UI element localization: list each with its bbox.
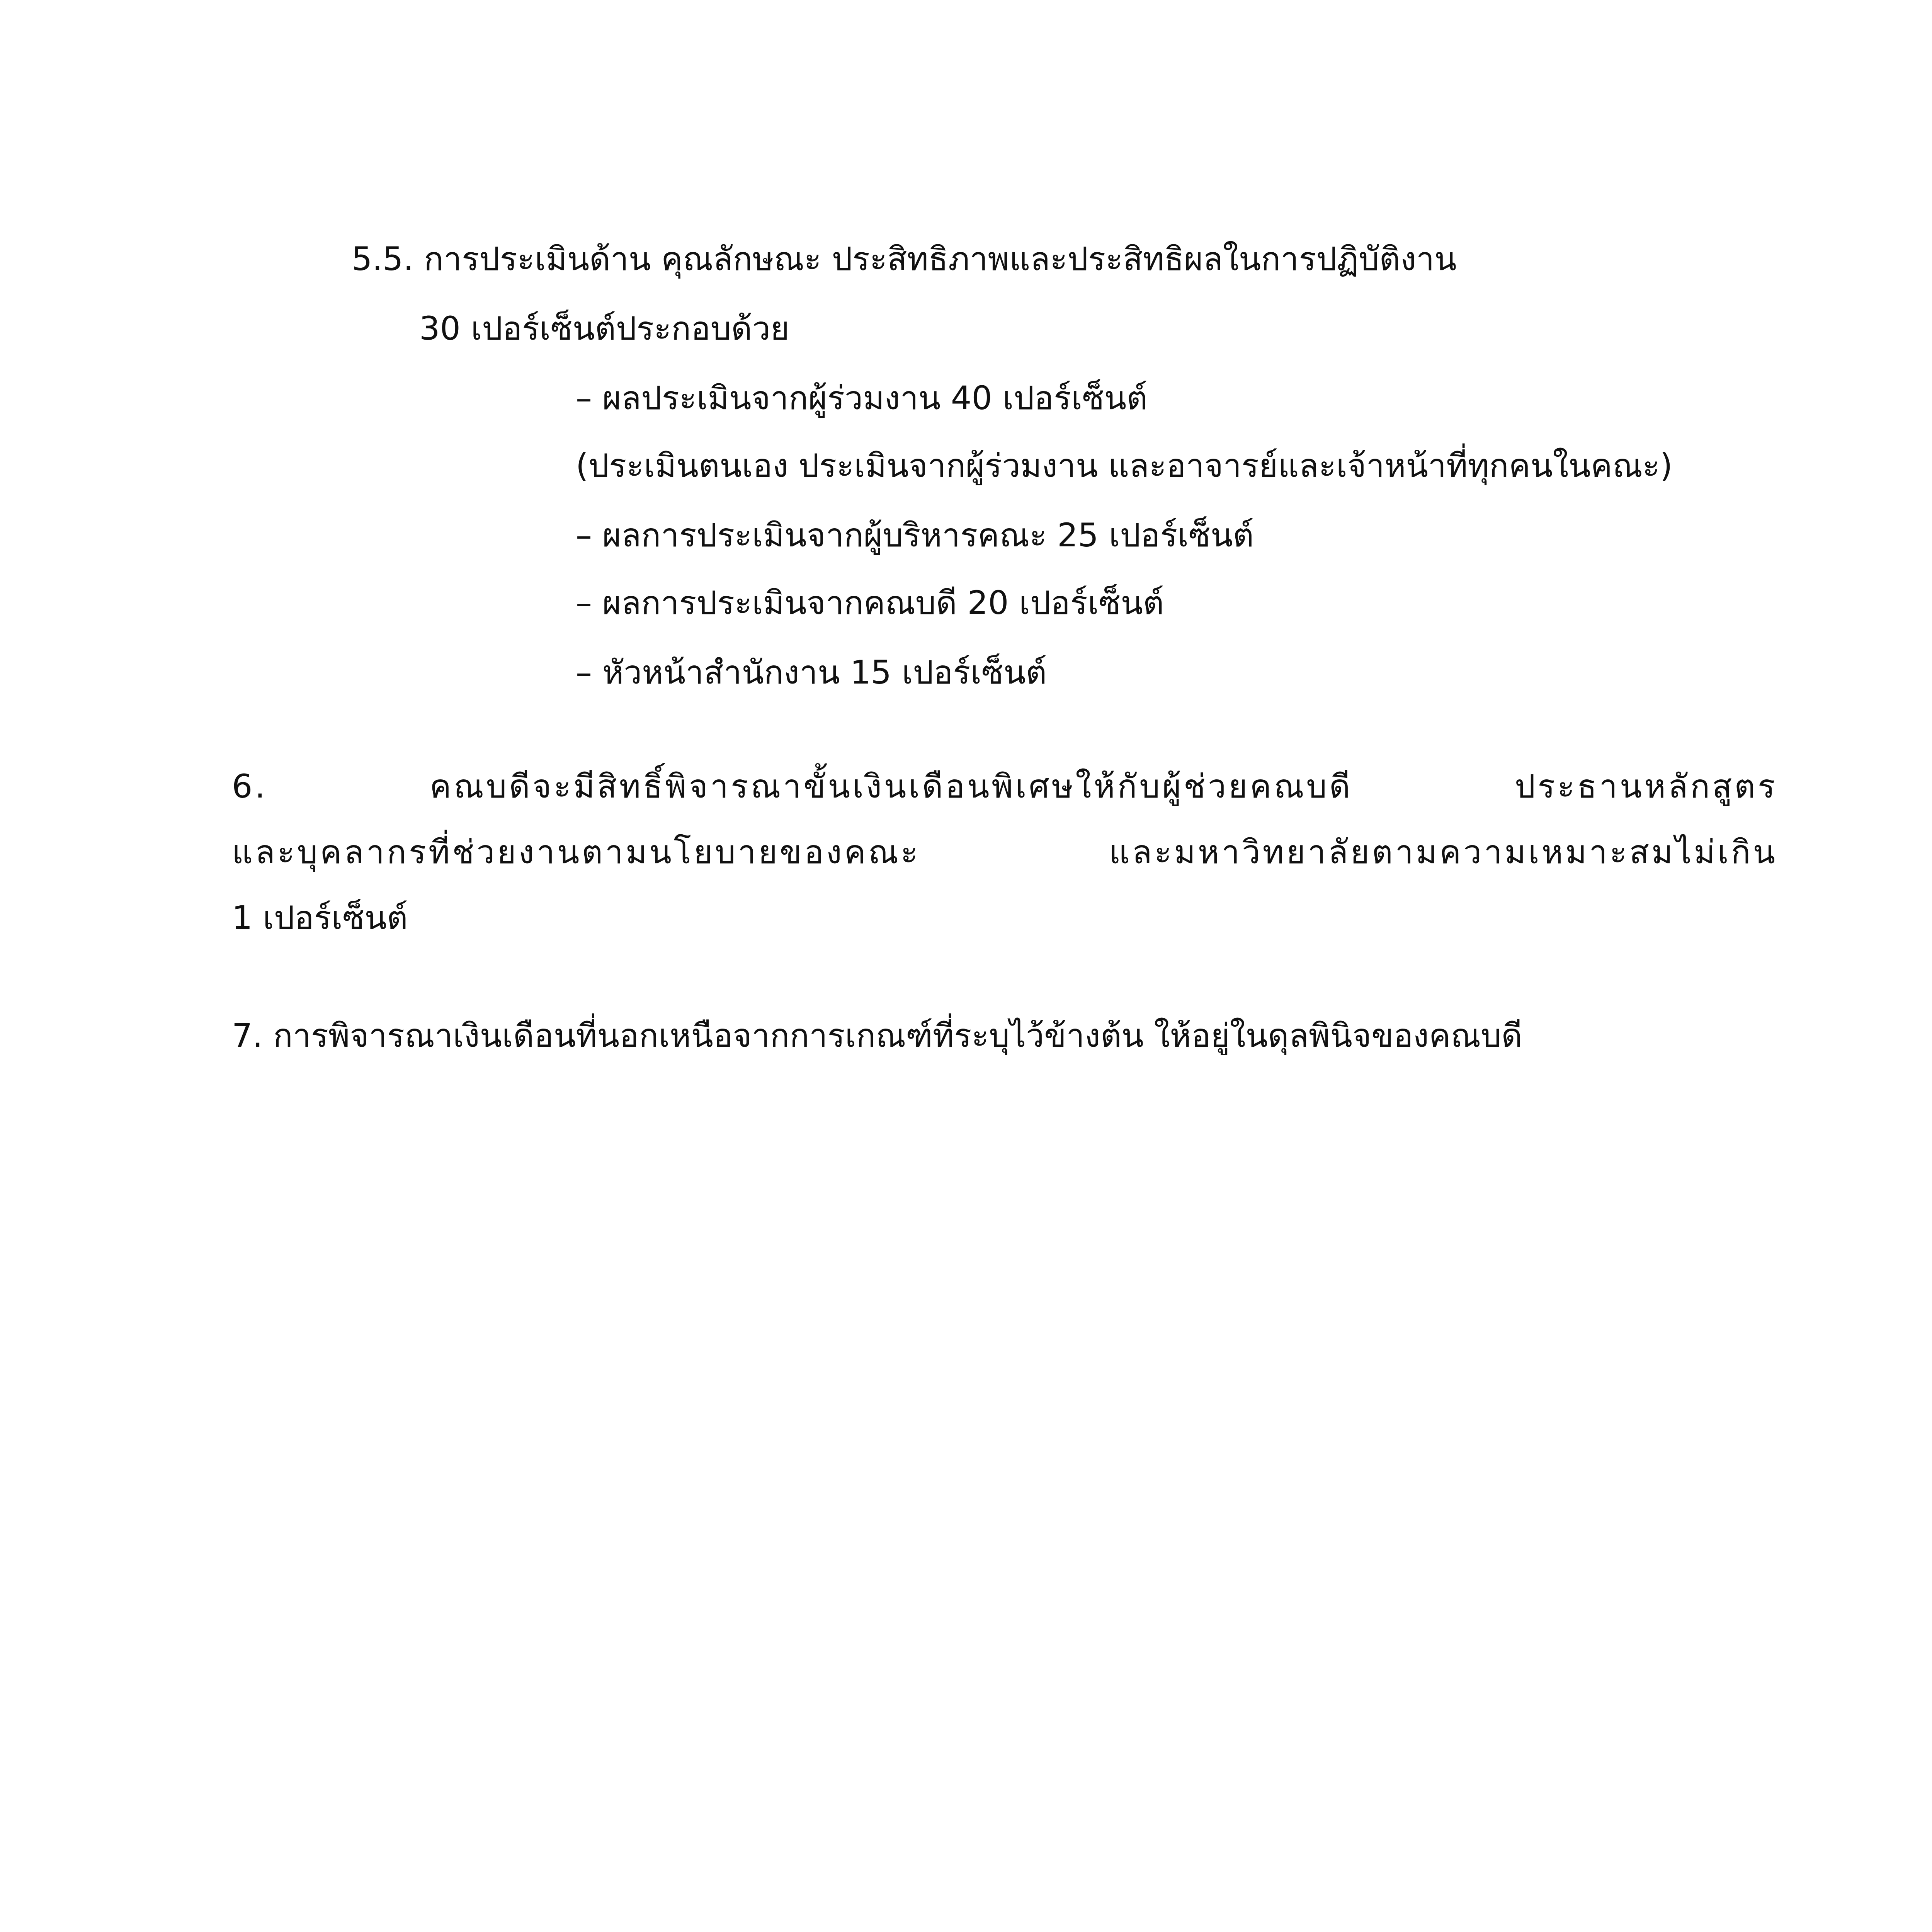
section-5-5-subheading: 30 เปอร์เซ็นต์ประกอบด้วย	[419, 310, 790, 347]
section-5-5-item: – ผลประเมินจากผู้ร่วมงาน 40 เปอร์เซ็นต์	[576, 379, 1148, 417]
section-6-line: และบุคลากรที่ช่วยงานตามนโยบายของคณะ และมหาวิทยาลัยตามความเหมาะสมไม่เกิน	[232, 833, 1777, 871]
section-6-paragraph	[232, 753, 1777, 951]
section-6-line: 6. คณบดีจะมีสิทธิ์พิจารณาขั้นเงินเดือนพิเศษให้กับผู้ช่วยคณบดี ประธานหลักสูตร	[232, 767, 1777, 805]
section-5-5-item: – หัวหน้าสำนักงาน 15 เปอร์เซ็นต์	[576, 653, 1047, 691]
section-5-5-heading: 5.5. การประเมินด้าน คุณลักษณะ ประสิทธิภาพและประสิทธิผลในการปฏิบัติงาน	[352, 240, 1457, 278]
section-5-5-item: – ผลการประเมินจากคณบดี 20 เปอร์เซ็นต์	[576, 584, 1164, 622]
section-7-paragraph: 7. การพิจารณาเงินเดือนที่นอกเหนือจากการเกณฑ์ที่ระบุไว้ข้างต้น ให้อยู่ในดุลพินิจของคณบดี	[232, 1017, 1522, 1054]
section-6-line: 1 เปอร์เซ็นต์	[232, 899, 408, 937]
section-5-5-item-note: (ประเมินตนเอง ประเมินจากผู้ร่วมงาน และอาจารย์และเจ้าหน้าที่ทุกคนในคณะ)	[576, 447, 1673, 485]
section-5-5-item: – ผลการประเมินจากผู้บริหารคณะ 25 เปอร์เซ็นต์	[576, 516, 1254, 554]
